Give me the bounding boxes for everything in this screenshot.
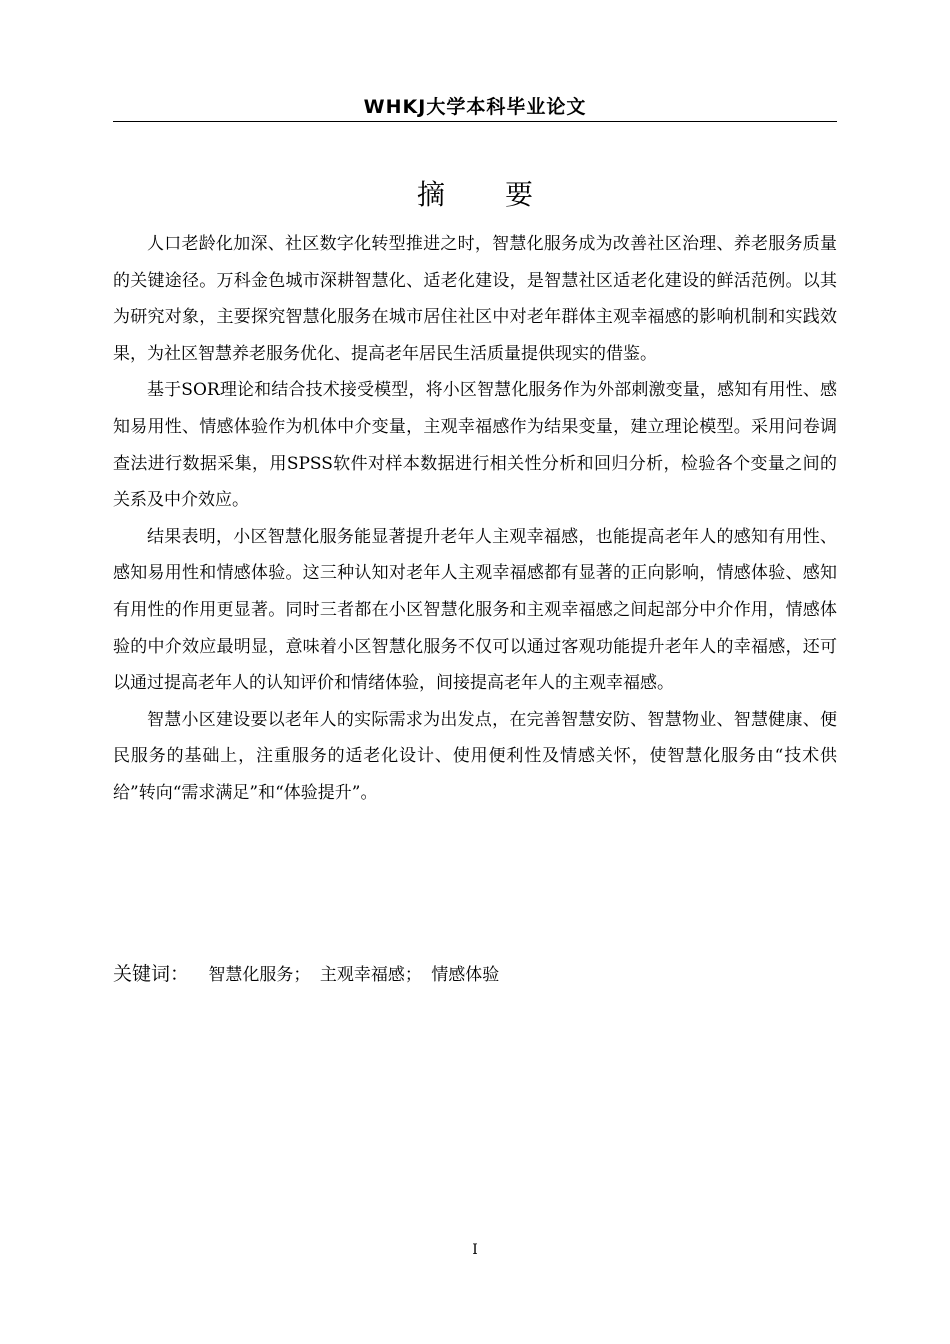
abstract-paragraph: 人口老龄化加深、社区数字化转型推进之时，智慧化服务成为改善社区治理、养老服务质量的关键途径。万科金色城市深耕智慧化、适老化建设，是智慧社区适老化建设的鲜活范例。以其为研究对象，主要探究智慧化服务在城市居住社区中对老年群体主观幸福感的影响机制和实践效果，为社区智慧养老服务优化、提高老年居民生活质量提供现实的借鉴。 <box>113 234 837 364</box>
abstract-body <box>113 226 837 812</box>
keyword-item: 主观幸福感； <box>319 965 422 985</box>
title-char-2: 要 <box>505 178 534 211</box>
keyword-item: 智慧化服务； <box>208 965 311 985</box>
page-title <box>113 175 837 215</box>
page-number: I <box>472 1242 478 1258</box>
keywords-line <box>113 957 837 992</box>
title-char-1: 摘 <box>416 178 445 211</box>
running-header: WHKJ大学本科毕业论文 <box>363 96 587 118</box>
abstract-paragraph: 结果表明，小区智慧化服务能显著提升老年人主观幸福感，也能提高老年人的感知有用性、感知易用性和情感体验。这三种认知对老年人主观幸福感都有显著的正向影响，情感体验、感知有用性的作用更显著。同时三者都在小区智慧化服务和主观幸福感之间起部分中介作用，情感体验的中介效应最明显，意味着小区智慧化服务不仅可以通过客观功能提升老年人的幸福感，还可以通过提高老年人的认知评价和情绪体验，间接提高老年人的主观幸福感。 <box>113 526 837 694</box>
keyword-item: 情感体验 <box>431 965 500 985</box>
abstract-paragraph: 智慧小区建设要以老年人的实际需求为出发点，在完善智慧安防、智慧物业、智慧健康、便民服务的基础上，注重服务的适老化设计、使用便利性及情感关怀，使智慧化服务由“技术供给”转向“需求满足”和“体验提升”。 <box>113 709 837 803</box>
header-rule <box>113 121 837 122</box>
keywords-label: 关键词： <box>113 963 190 985</box>
abstract-paragraph: 基于SOR理论和结合技术接受模型，将小区智慧化服务作为外部刺激变量，感知有用性、感知易用性、情感体验作为机体中介变量，主观幸福感作为结果变量，建立理论模型。采用问卷调查法进行数据采集，用SPSS软件对样本数据进行相关性分析和回归分析，检验各个变量之间的关系及中介效应。 <box>113 380 837 511</box>
